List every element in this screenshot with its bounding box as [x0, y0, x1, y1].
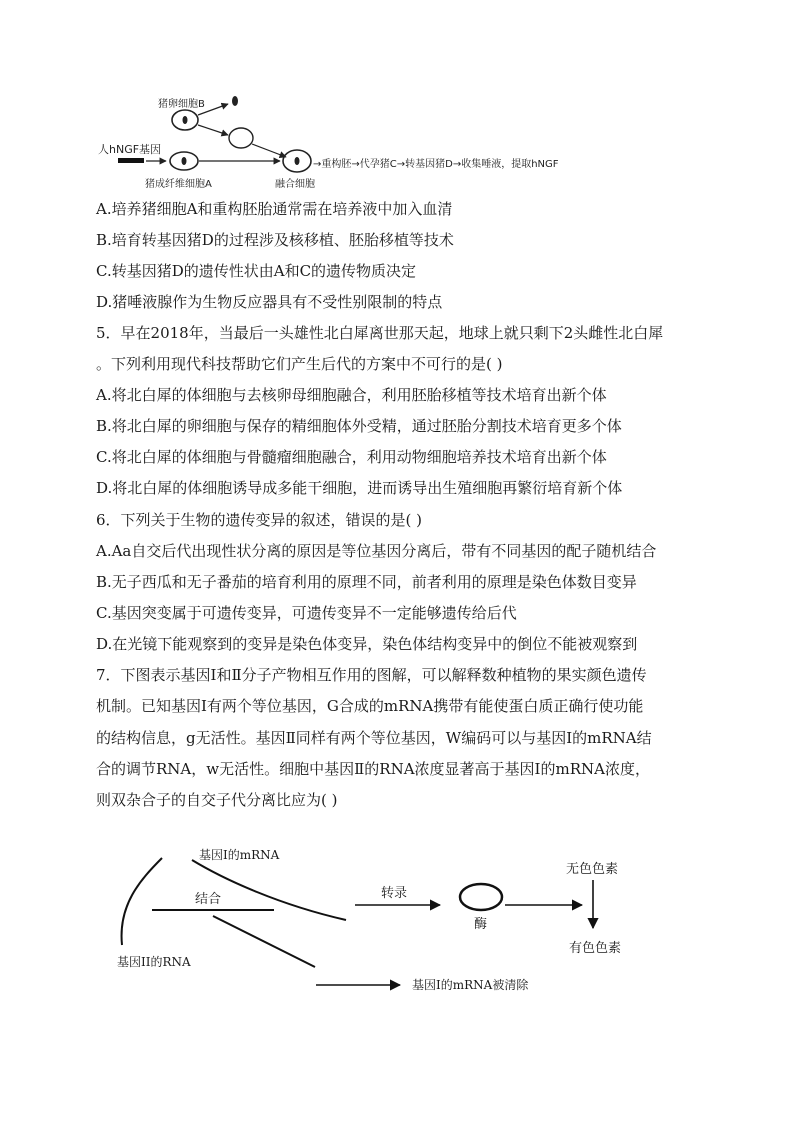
- q5-option-d: D.将北白犀的体细胞诱导成多能干细胞，进而诱导出生殖细胞再繁衍培育新个体: [96, 479, 623, 497]
- diagram1-flow-text: →重构胚→代孕猪C→转基因猪D→收集唾液，提取hNGF: [313, 159, 559, 170]
- fused-cell-label: 融合细胞: [275, 179, 315, 190]
- fibroblast-a-label: 猪成纤维细胞A: [145, 179, 212, 190]
- q4-option-b: B.培育转基因猪D的过程涉及核移植、胚胎移植等技术: [96, 231, 454, 249]
- q6-option-a: A.Aa自交后代出现性状分离的原因是等位基因分离后，带有不同基因的配子随机结合: [96, 542, 657, 560]
- q7-stem-line3: 的结构信息，g无活性。基因Ⅱ同样有两个等位基因，W编码可以与基因Ⅰ的mRNA结: [96, 729, 652, 747]
- q6-option-b: B.无子西瓜和无子番茄的培育利用的原理不同，前者利用的原理是染色体数目变异: [96, 573, 637, 591]
- binding-label: 结合: [195, 892, 222, 907]
- enzyme-ellipse: [460, 884, 502, 910]
- q5-stem-line2: 。下列利用现代科技帮助它们产生后代的方案中不可行的是( ): [96, 355, 503, 373]
- q4-option-a: A.培养猪细胞A和重构胚胎通常需在培养液中加入血清: [96, 200, 453, 218]
- q7-stem-line1: 7．下图表示基因Ⅰ和Ⅱ分子产物相互作用的图解，可以解释数种植物的果实颜色遗传: [96, 666, 647, 684]
- gene2-rna-curve: [122, 858, 162, 945]
- q4-option-c: C.转基因猪D的遗传性状由A和C的遗传物质决定: [96, 262, 417, 280]
- enzyme-label: 酶: [474, 917, 488, 932]
- q5-stem-line1: 5．早在2018年，当最后一头雄性北白犀离世那天起，地球上就只剩下2头雌性北白犀: [96, 324, 664, 342]
- q4-option-d: D.猪唾液腺作为生物反应器具有不受性别限制的特点: [96, 293, 443, 311]
- q5-option-a: A.将北白犀的体细胞与去核卵母细胞融合，利用胚胎移植等技术培育出新个体: [96, 386, 607, 404]
- q6-option-c: C.基因突变属于可遗传变异，可遗传变异不一定能够遗传给后代: [96, 604, 517, 622]
- colored-pigment-label: 有色色素: [569, 941, 622, 956]
- q5-option-b: B.将北白犀的卵细胞与保存的精细胞体外受精，通过胚胎分割技术培育更多个体: [96, 417, 622, 435]
- q6-stem: 6．下列关于生物的遗传变异的叙述，错误的是( ): [96, 511, 423, 529]
- q5-option-c: C.将北白犀的体细胞与骨髓瘤细胞融合，利用动物细胞培养技术培育出新个体: [96, 448, 607, 466]
- q7-stem-line4: 合的调节RNA，w无活性。细胞中基因Ⅱ的RNA浓度显著高于基因Ⅰ的mRNA浓度，: [96, 760, 650, 778]
- transcribe-label: 转录: [381, 886, 408, 901]
- hngf-gene-label: 人hNGF基因: [98, 143, 162, 156]
- gene1-mrna-label: 基因I的mRNA: [199, 848, 280, 862]
- q7-stem-line2: 机制。已知基因Ⅰ有两个等位基因，G合成的mRNA携带有能使蛋白质正确行使功能: [96, 697, 644, 715]
- q7-stem-line5: 则双杂合子的自交子代分离比应为( ): [96, 791, 338, 809]
- q6-option-d: D.在光镜下能观察到的变异是染色体变异，染色体结构变异中的倒位不能被观察到: [96, 635, 638, 653]
- gene2-rna-label: 基因II的RNA: [117, 955, 191, 969]
- egg-cell-b-label: 猪卵细胞B: [158, 99, 205, 110]
- colorless-pigment-label: 无色色素: [566, 862, 619, 877]
- mrna-cleared-label: 基因I的mRNA被清除: [412, 978, 529, 992]
- diagonal-line: [213, 916, 315, 967]
